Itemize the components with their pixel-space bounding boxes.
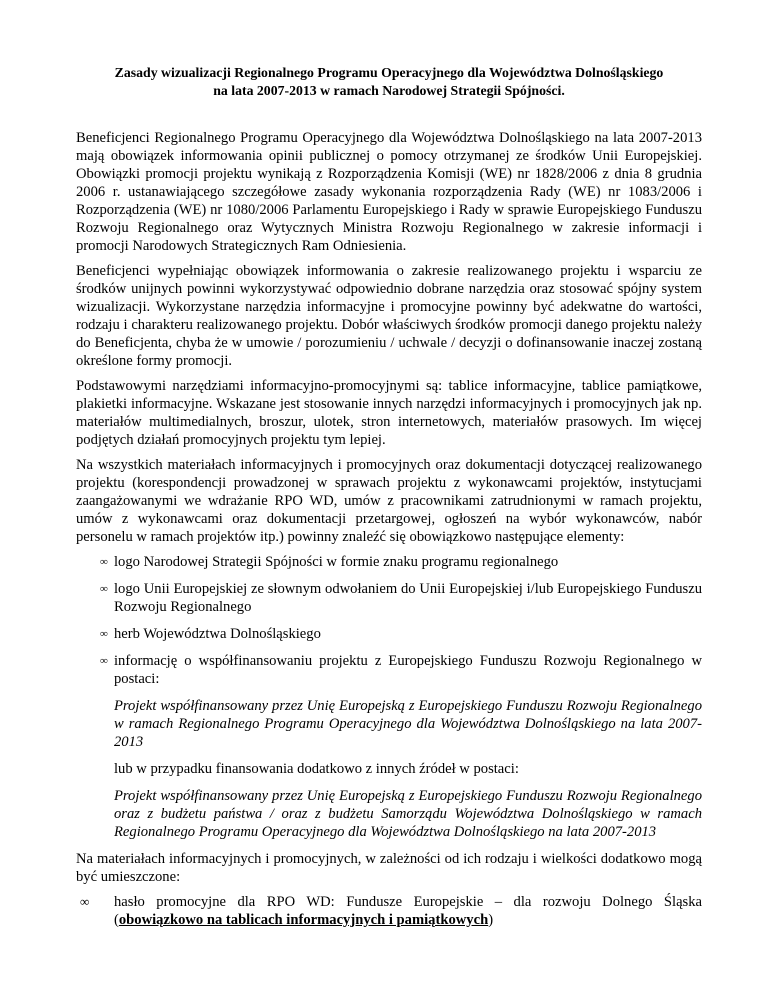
list-item-text: logo Unii Europejskiej ze słownym odwołaniem do Unii Europejskiej i/lub Europejskiego Funduszu Rozwoju Regionalnego bbox=[114, 581, 702, 615]
slogan-open-paren: ( bbox=[114, 912, 119, 928]
infinity-bullet-icon: ∞ bbox=[100, 628, 108, 640]
list-item bbox=[76, 625, 702, 643]
list-item bbox=[76, 893, 702, 929]
infinity-bullet-icon: ∞ bbox=[80, 894, 90, 909]
document-title bbox=[76, 64, 702, 99]
slogan-text: hasło promocyjne dla RPO WD: Fundusze Europejskie – dla rozwoju Dolnego Śląska bbox=[114, 894, 702, 910]
infinity-bullet-icon: ∞ bbox=[100, 583, 108, 595]
list-item bbox=[76, 652, 702, 688]
cofinancing-statement-multi-source: Projekt współfinansowany przez Unię Europejską z Europejskiego Funduszu Rozwoju Regionalnego oraz z budżetu państwa / oraz z budżetu Samorządu Województwa Dolnośląskiego w ramach Regionalnego Programu Operacyjnego dla Województwa Dolnośląskiego na lata 2007-2013 bbox=[114, 788, 702, 840]
title-line-1: Zasady wizualizacji Regionalnego Programu Operacyjnego dla Województwa Dolnośląskiego bbox=[114, 65, 664, 80]
paragraph-tools: Podstawowymi narzędziami informacyjno-promocyjnymi są: tablice informacyjne, tablice pamiątkowe, plakietki informacyjne. Wskazane jest stosowanie innych narzędzi informacyjnych i promocyjnych jak np. materiałów multimedialnych, broszur, ulotek, stron internetowych, materiałów prasowych. Im więcej podjętych działań promocyjnych projektu tym lepiej. bbox=[76, 378, 702, 448]
cofinancing-statement-eu: Projekt współfinansowany przez Unię Europejską z Europejskiego Funduszu Rozwoju Regionalnego w ramach Regionalnego Programu Operacyjnego dla Województwa Dolnośląskiego na lata 2007-2013 bbox=[114, 698, 702, 750]
slogan-mandatory-note: obowiązkowo na tablicach informacyjnych i pamiątkowych bbox=[118, 912, 489, 928]
required-elements-list bbox=[76, 553, 702, 688]
list-item bbox=[76, 580, 702, 616]
title-line-2: na lata 2007-2013 w ramach Narodowej Strategii Spójności. bbox=[213, 82, 565, 98]
paragraph-obligations: Beneficjenci Regionalnego Programu Operacyjnego dla Województwa Dolnośląskiego na lata 2007-2013 mają obowiązek informowania opinii publicznej o pomocy otrzymanej ze środków Unii Europejskiej. Obowiązki promocji projektu wynikają z Rozporządzenia Komisji (WE) nr 1828/2006 z dnia 8 grudnia 2006 r. ustanawiającego szczegółowe zasady wykonania rozporządzenia Rady (WE) nr 1083/2006 i Rozporządzenia (WE) nr 1080/2006 Parlamentu Europejskiego i Rady w sprawie Europejskiego Funduszu Rozwoju Regionalnego oraz Wytycznych Ministra Rozwoju Regionalnego w zakresie informacji i promocji Narodowych Strategicznych Ram Odniesienia. bbox=[76, 130, 702, 254]
list-item-text: logo Narodowej Strategii Spójności w formie znaku programu regionalnego bbox=[114, 554, 559, 570]
paragraph-materials: Na wszystkich materiałach informacyjnych i promocyjnych oraz dokumentacji dotyczącej realizowanego projektu (korespondencji prowadzonej w sprawach projektu z wykonawcami projektów, instytucjami zaangażowanymi we wdrażanie RPO WD, umów z pracownikami zatrudnionymi w ramach projektu, umów z wykonawcami oraz dokumentacji przetargowej, ogłoszeń na wybór wykonawców, nabór personelu w ramach projektów itp.) powinny znaleźć się obowiązkowo następujące elementy: bbox=[76, 457, 702, 545]
list-item bbox=[76, 553, 702, 571]
list-item-text: informację o współfinansowaniu projektu z Europejskiego Funduszu Rozwoju Regionalnego w postaci: bbox=[114, 653, 702, 687]
list-item-text: herb Województwa Dolnośląskiego bbox=[114, 626, 321, 642]
paragraph-additional-elements: Na materiałach informacyjnych i promocyjnych, w zależności od ich rodzaju i wielkości dodatkowo mogą być umieszczone: bbox=[76, 851, 702, 885]
slogan-close-paren: ) bbox=[488, 912, 494, 928]
infinity-bullet-icon: ∞ bbox=[100, 556, 108, 568]
paragraph-beneficiaries: Beneficjenci wypełniając obowiązek informowania o zakresie realizowanego projektu i wsparciu ze środków unijnych powinni wykorzystywać odpowiednio dobrane narzędzia oraz stosować spójny system wizualizacji. Wykorzystane narzędzia informacyjne i promocyjne powinny być adekwatne do wartości, rodzaju i charakteru realizowanego projektu. Dobór właściwych środków promocji danego projektu należy do Beneficjenta, chyba że w umowie / porozumieniu / uchwale / decyzji o dofinansowanie inaczej zostaną określone formy promocji. bbox=[76, 263, 702, 369]
additional-elements-list bbox=[76, 893, 702, 929]
infinity-bullet-icon: ∞ bbox=[100, 655, 108, 667]
alternative-financing-note: lub w przypadku finansowania dodatkowo z innych źródeł w postaci: bbox=[114, 761, 519, 777]
